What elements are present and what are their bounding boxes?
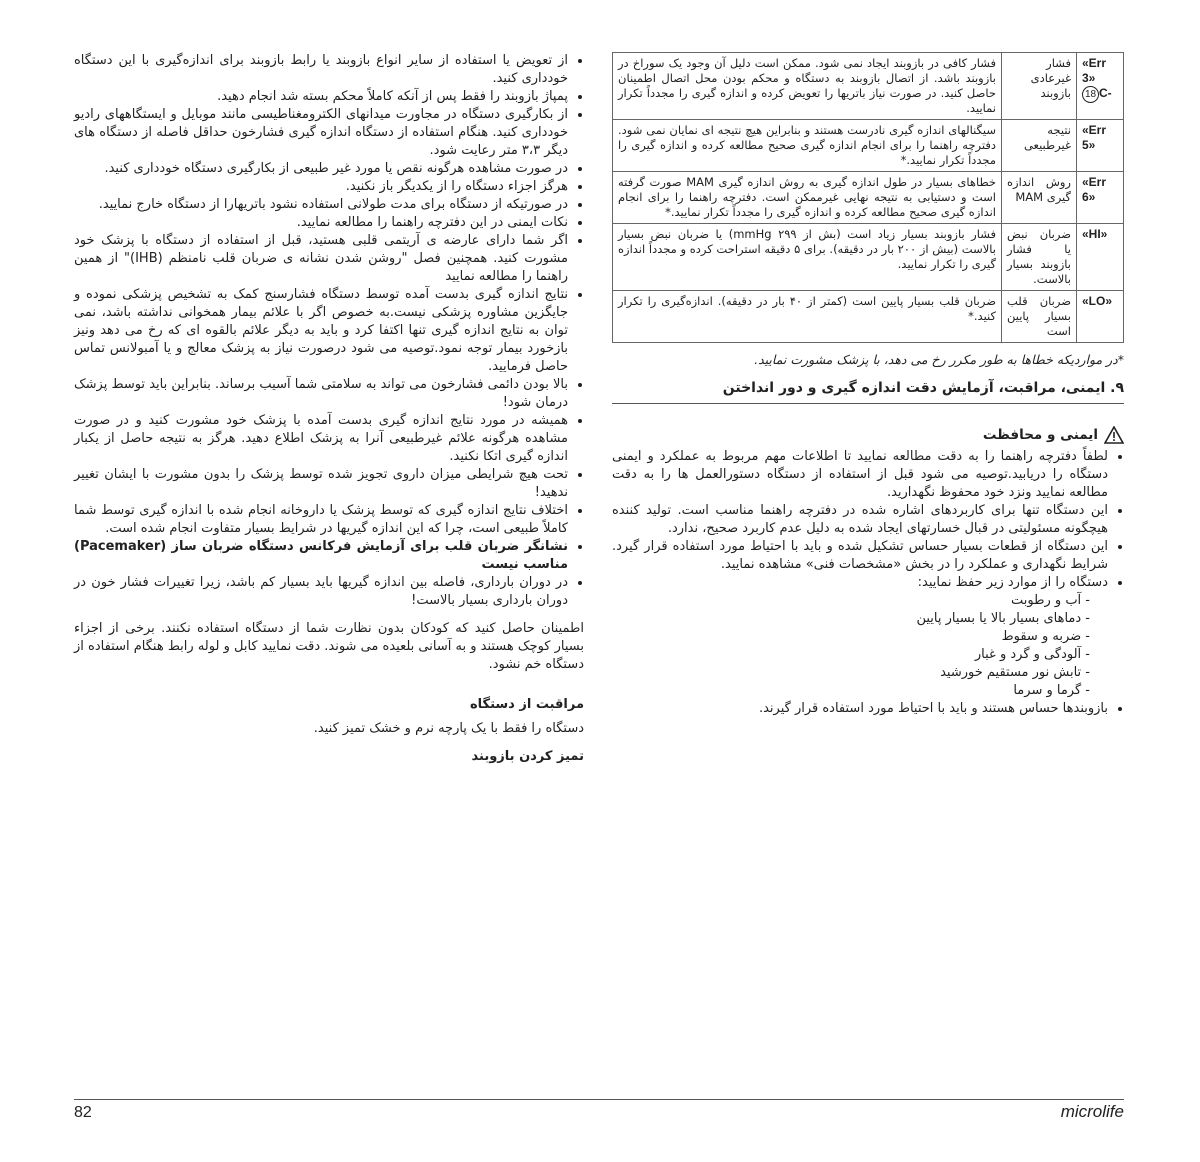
children-paragraph: اطمینان حاصل کنید که کودکان بدون نظارت شما از دستگاه استفاده نکنند. برخی از اجزاء بسیار کوچک هستند و به آسانی بلعیده می شوند. دقت نمایید کابل و لوله رابط هنگام استفاده از دستگاه خم نشود. (74, 621, 584, 672)
error-name: نتیجه غیرطبیعی (1002, 120, 1077, 172)
list-item: • پمپاژ بازوبند را فقط پس از آنکه کاملاً محکم بسته شد انجام دهید. (74, 88, 568, 106)
error-description: خطاهای بسیار در طول اندازه گیری به روش اندازه گیری MAM صورت گرفته است و دستیابی به نتیجه نهایی غیرممکن است. دفترچه راهنما را برای انجام اندازه گیری صحیح مطالعه کرده و اندازه گیری را مجدداً تکرار نمایید.* (613, 172, 1002, 224)
error-name: ضربان نبض یا فشار بازوبند بسیار بالاست. (1002, 224, 1077, 291)
list-item: - تابش نور مستقیم خورشید (612, 664, 1090, 682)
list-item: • نشانگر ضربان قلب برای آزمایش فرکانس دستگاه ضربان ساز (Pacemaker) مناسب نیست (74, 538, 568, 574)
error-code-suffix: C- (1099, 86, 1112, 100)
list-item: - آب و رطوبت (612, 592, 1090, 610)
protect-list (612, 592, 1108, 700)
page-number: 82 (74, 1104, 92, 1121)
error-code: «Err 3» (1082, 56, 1107, 85)
brand-logo: microlife (1060, 1102, 1124, 1121)
table-row (613, 172, 1124, 224)
table-row (613, 224, 1124, 291)
list-item: • اختلاف نتایج اندازه گیری که توسط پزشک یا داروخانه انجام شده با اندازه گیری توسط شما کاملاً طبیعی است، چرا که این اندازه گیریها در شرایط بسیار متفاوت انجام شده است. (74, 502, 568, 538)
list-item: • در دوران بارداری، فاصله بین اندازه گیریها باید بسیار کم باشد، زیرا تغییرات فشار خون در دوران بارداری بسیار بالاست! (74, 574, 568, 610)
footer-divider (74, 1099, 1124, 1100)
error-name: روش اندازه گیری MAM (1002, 172, 1077, 224)
list-item: • این دستگاه از قطعات بسیار حساس تشکیل شده و باید با احتیاط مورد استفاده قرار گیرد. شرایط نگهداری و عملکرد را در بخش «مشخصات فنی» مشاهده نمایید. (612, 538, 1108, 574)
error-description: سیگنالهای اندازه گیری نادرست هستند و بنابراین هیچ نتیجه ای نمایان نمی شود. دفترچه راهنما را برای انجام اندازه گیری صحیح مطالعه کرده و اندازه گیری را مجدداً تکرار نمایید.* (613, 120, 1002, 172)
list-item: • اگر شما دارای عارضه ی آریتمی قلبی هستید، قبل از استفاده از دستگاه با پزشک خود مشورت کنید. همچنین فصل "روشن شدن نشانه ی ضربان قلب نامنظم (IHB)" از همین راهنما را مطالعه نمایید (74, 232, 568, 286)
error-description: فشار بازوبند بسیار زیاد است (بش از ۲۹۹ mmHg) یا ضربان نبض بسیار بالاست (بیش از ۲۰۰ بار در دقیقه). برای ۵ دقیقه استراحت کرده و مجدداً اندازه گیری را تکرار نمایید. (613, 224, 1002, 291)
error-code: «Err 6» (1077, 172, 1124, 224)
cuff-clean-heading: تمیز کردن بازوبند (471, 749, 584, 764)
error-description: فشار کافی در بازوبند ایجاد نمی شود. ممکن است دلیل آن وجود یک سوراخ در بازوبند باشد. از اتصال بازوبند به دستگاه و محکم بودن محل اتصال اطمینان حاصل کنید. در صورت نیاز باتریها را تعویض کرده و اندازه گیری را مجدداً تکرار نمایید. (613, 53, 1002, 120)
table-row (613, 53, 1124, 120)
list-item: • از بکارگیری دستگاه در مجاورت میدانهای الکترومغناطیسی مانند موبایل و ایستگاههای رادیو خودداری کنید. هنگام استفاده از دستگاه اندازه گیری فشارخون حداقل فاصله از دستگاه های دیگر ۳،۳ متر رعایت شود. (74, 106, 568, 160)
table-footnote: *در مواردیکه خطاها به طور مکرر رخ می دهد، با پزشک مشورت نمایید. (754, 352, 1124, 367)
list-item: • لطفاً دفترچه راهنما را به دقت مطالعه نمایید تا اطلاعات مهم مربوط به عملکرد و ایمنی دستگاه را دریابید.توصیه می شود قبل از استفاده از دستگاه دستورالعمل ها را به دقت مطالعه نمایید ونزد خود محفوظ نگهدارید. (612, 448, 1108, 502)
care-heading: مراقبت از دستگاه (469, 697, 584, 712)
list-item: • نتایج اندازه گیری بدست آمده توسط دستگاه فشارسنج کمک به تشخیص پزشکی نموده و جایگزین مشاوره پزشکی نیست.به خصوص اگر با علائم بیمار همخوانی نداشته باشد، نمی توان به نتایج اندازه گیری تنها اکتفا کرد و باید به دیگر علائم بالقوه ای که رخ می دهد ونیز بازخورد بیمار توجه نمود.توصیه می شود درصورت نیاز به پزشک معالج و یا آمبولانس تماس حاصل فرمایید. (74, 286, 568, 376)
list-item: • این دستگاه تنها برای کاربردهای اشاره شده در دفترچه راهنما مناسب است. تولید کننده هیچگونه مسئولیتی در قبال خسارتهای ایجاد شده به دلیل عدم کاربرد صحیح، ندارد. (612, 502, 1108, 538)
list-item: - گرما و سرما (612, 682, 1090, 700)
error-code: «HI» (1077, 224, 1124, 291)
list-item: • بالا بودن دائمی فشارخون می تواند به سلامتی شما آسیب برساند. بنابراین باید توسط پزشک درمان شود! (74, 376, 568, 412)
safety-heading (612, 426, 1124, 444)
error-code: «Err 5» (1077, 120, 1124, 172)
table-row (613, 291, 1124, 343)
protect-intro: دستگاه را از موارد زیر حفظ نمایید: (917, 575, 1108, 590)
right-column (612, 52, 1124, 718)
error-name: فشار غیرعادی بازوبند (1002, 53, 1077, 120)
table-row (613, 120, 1124, 172)
list-item: • بازوبندها حساس هستند و باید با احتیاط مورد استفاده قرار گیرند. (612, 700, 1108, 718)
circled-number-icon: 18 (1082, 86, 1099, 103)
list-item: • در صورت مشاهده هرگونه نقص یا مورد غیر طبیعی از بکارگیری دستگاه خودداری کنید. (74, 160, 568, 178)
list-item: • هرگز اجزاء دستگاه را از یکدیگر باز نکنید. (74, 178, 568, 196)
section-title: ۹. ایمنی، مراقبت، آزمایش دقت اندازه گیری و دور انداختن (612, 379, 1124, 404)
error-table (612, 52, 1124, 343)
list-item: - آلودگی و گرد و غبار (612, 646, 1090, 664)
list-item: • تحت هیچ شرایطی میزان داروی تجویز شده توسط پزشک را بدون مشورت با ایشان تغییر ندهید! (74, 466, 568, 502)
list-item: • از تعویض یا استفاده از سایر انواع بازوبند یا رابط بازوبند برای اندازه‌گیری با این دستگاه خودداری کنید. (74, 52, 568, 88)
list-item (612, 574, 1108, 700)
error-name: ضربان قلب بسیار پایین است (1002, 291, 1077, 343)
list-item: • در صورتیکه از دستگاه برای مدت طولانی استفاده نشود باتریهارا از دستگاه خارج نمایید. (74, 196, 568, 214)
care-text: دستگاه را فقط با یک پارچه نرم و خشک تمیز کنید. (313, 721, 584, 736)
safety-list (612, 448, 1124, 718)
list-item: • نکات ایمنی در این دفترچه راهنما را مطالعه نمایید. (74, 214, 568, 232)
list-item: - دماهای بسیار بالا یا بسیار پایین (612, 610, 1090, 628)
list-item: - ضربه و سقوط (612, 628, 1090, 646)
left-column (74, 52, 584, 766)
error-code: «LO» (1077, 291, 1124, 343)
warning-triangle-icon (1104, 426, 1124, 444)
precautions-list (74, 52, 584, 610)
error-description: ضربان قلب بسیار پایین است (کمتر از ۴۰ بار در دقیقه). اندازه‌گیری را تکرار کنید.* (613, 291, 1002, 343)
safety-title: ایمنی و محافظت (982, 427, 1098, 443)
error-code-cell (1077, 53, 1124, 120)
list-item: • همیشه در مورد نتایج اندازه گیری بدست آمده با پزشک خود مشورت کنید و در صورت مشاهده هرگونه علائم غیرطبیعی آنرا به پزشک اطلاع دهید. هرگز به نتیجه حاصل از یکبار اندازه گیری اتکا نکنید. (74, 412, 568, 466)
